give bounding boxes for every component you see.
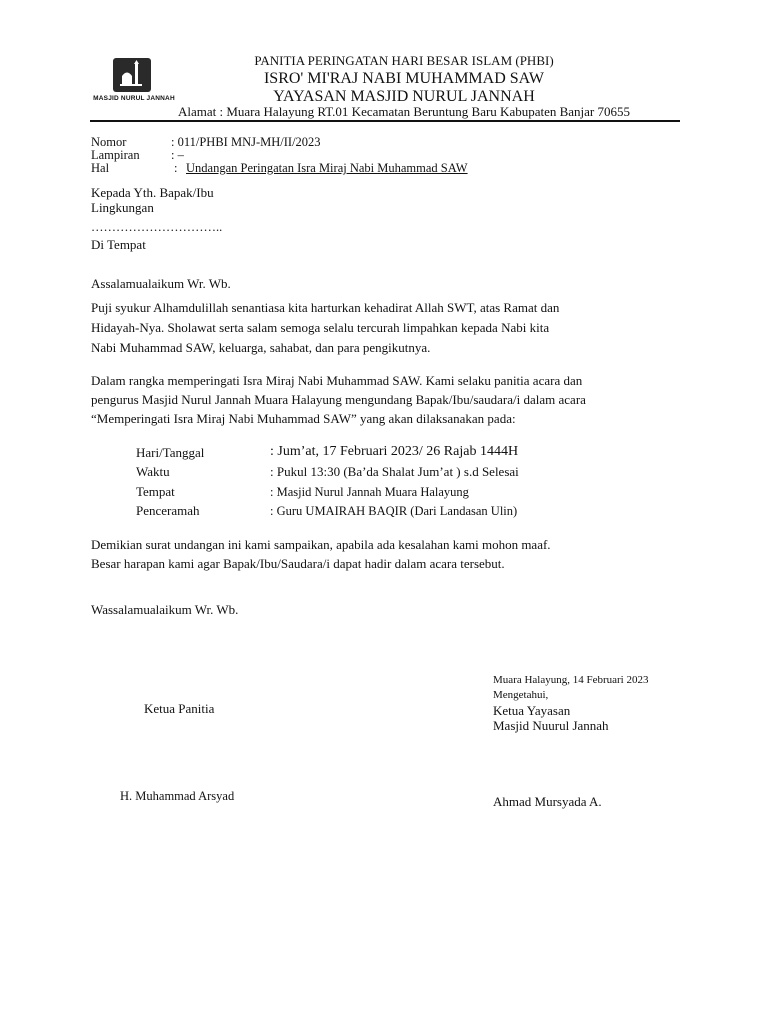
hal-label: Hal: [91, 161, 110, 175]
hal-colon: :: [174, 161, 178, 175]
closing-line2: Besar harapan kami agar Bapak/Ibu/Saudara/i dapat hadir dalam acara tersebut.: [91, 556, 505, 571]
recipient-line: Kepada Yth. Bapak/Ibu: [91, 185, 214, 200]
right-signatory-title2: Masjid Nuurul Jannah: [493, 718, 609, 733]
event-time-label: Waktu: [136, 464, 170, 479]
recipient-place: Di Tempat: [91, 237, 146, 252]
recipient-area: Lingkungan: [91, 200, 154, 215]
nomor-label: Nomor: [91, 135, 127, 149]
mosque-logo-icon: [113, 58, 151, 92]
lampiran-label: Lampiran: [91, 148, 140, 162]
para1-line3: Nabi Muhammad SAW, keluarga, sahabat, dan para pengikutnya.: [91, 340, 431, 355]
signature-date: Muara Halayung, 14 Februari 2023: [493, 674, 649, 686]
event-speaker-value: : Guru UMAIRAH BAQIR (Dari Landasan Ulin): [270, 504, 518, 518]
signature-acknowledged: Mengetahui,: [493, 689, 549, 701]
para2-line1: Dalam rangka memperingati Isra Miraj Nabi Muhammad SAW. Kami selaku panitia acara dan: [91, 373, 583, 388]
para2-line2: pengurus Masjid Nurul Jannah Muara Halayung mengundang Bapak/Ibu/saudara/i dalam acara: [91, 392, 586, 407]
event-time-value: : Pukul 13:30 (Ba’da Shalat Jum’at ) s.d Selesai: [270, 464, 519, 479]
right-signatory-name: Ahmad Mursyada A.: [493, 794, 602, 809]
left-signatory-name: H. Muhammad Arsyad: [120, 789, 235, 803]
header-committee: PANITIA PERINGATAN HARI BESAR ISLAM (PHBI): [254, 53, 554, 68]
header-event-title: ISRO' MI'RAJ NABI MUHAMMAD SAW: [263, 70, 545, 87]
event-speaker-label: Penceramah: [136, 503, 200, 518]
header-address: Alamat : Muara Halayung RT.01 Kecamatan Beruntung Baru Kabupaten Banjar 70655: [177, 104, 631, 119]
event-place-value: : Masjid Nurul Jannah Muara Halayung: [270, 485, 469, 499]
event-date-value: : Jum’at, 17 Februari 2023/ 26 Rajab 1444H: [270, 444, 519, 459]
para2-line3: “Memperingati Isra Miraj Nabi Muhammad SAW” yang akan dilaksanakan pada:: [91, 411, 516, 426]
right-signatory-title1: Ketua Yayasan: [493, 703, 571, 718]
logo-caption: MASJID NURUL JANNAH: [93, 95, 175, 102]
event-place-label: Tempat: [136, 484, 175, 499]
left-signatory-title: Ketua Panitia: [144, 701, 215, 716]
mosque-logo: [93, 56, 175, 106]
farewell: Wassalamualaikum Wr. Wb.: [91, 602, 239, 617]
header-foundation: YAYASAN MASJID NURUL JANNAH: [273, 88, 535, 105]
lampiran-value: : –: [171, 148, 184, 162]
para1-line2: Hidayah-Nya. Sholawat serta salam semoga selalu tercurah limpahkan kepada Nabi kita: [91, 320, 550, 335]
recipient-dots: …………………………..: [91, 220, 223, 234]
closing-line1: Demikian surat undangan ini kami sampaikan, apabila ada kesalahan kami mohon maaf.: [91, 537, 551, 552]
event-date-label: Hari/Tanggal: [136, 445, 205, 460]
para1-line1: Puji syukur Alhamdulillah senantiasa kita harturkan kehadirat Allah SWT, atas Ramat dan: [91, 300, 560, 315]
header-divider: [90, 120, 680, 122]
greeting: Assalamualaikum Wr. Wb.: [91, 276, 231, 291]
hal-subject: Undangan Peringatan Isra Miraj Nabi Muhammad SAW: [186, 161, 468, 175]
nomor-value: : 011/PHBI MNJ-MH/II/2023: [171, 135, 321, 149]
